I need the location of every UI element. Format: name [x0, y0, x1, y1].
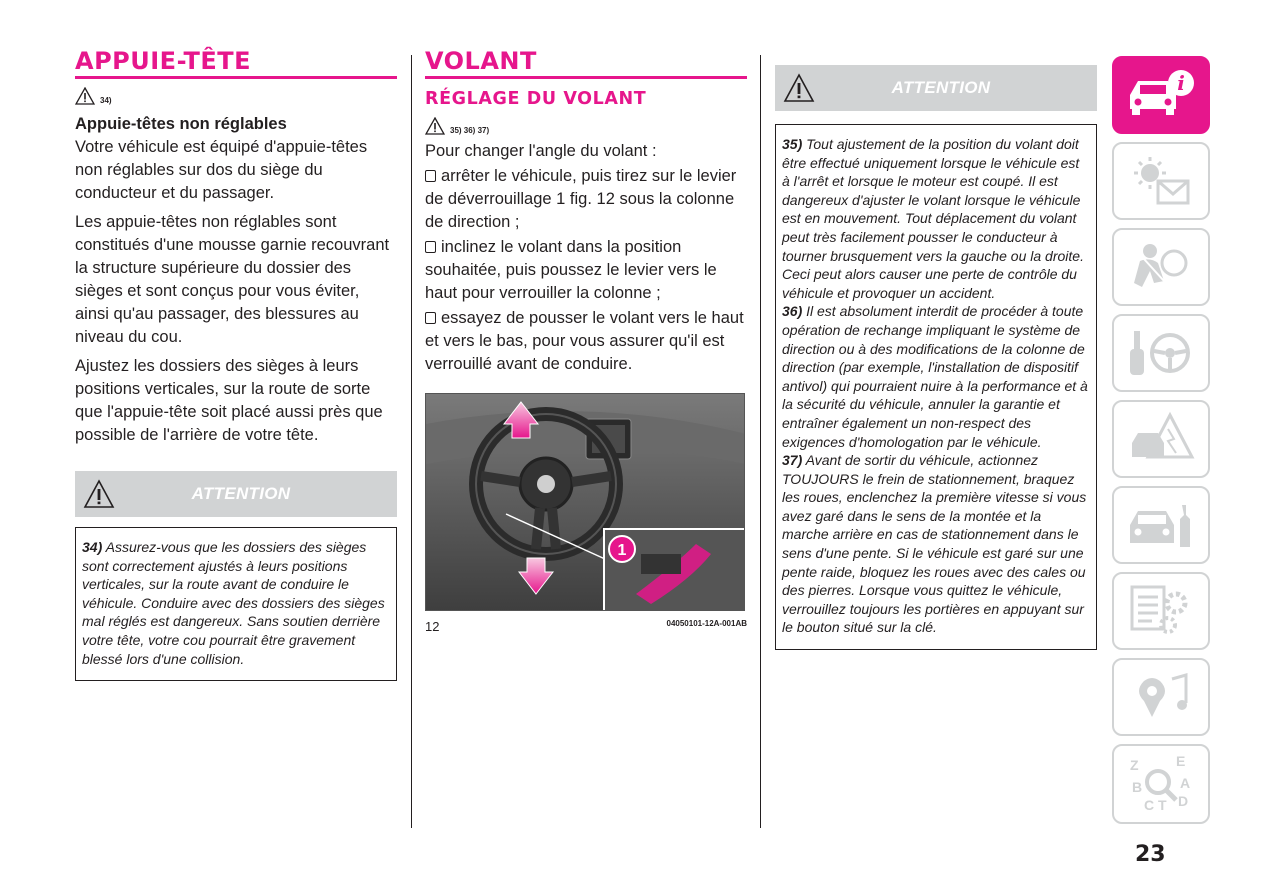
page-number: 23: [1135, 842, 1166, 867]
emergency-icon: [1124, 409, 1198, 469]
tab-index[interactable]: [1112, 744, 1210, 824]
subheading: Appuie-têtes non réglables: [75, 115, 287, 133]
checkbox-bullet-icon: [425, 241, 436, 253]
index-letter: T: [1158, 797, 1167, 813]
index-letter: A: [1180, 775, 1191, 791]
step-item: essayez de pousser le volant vers le haut et vers le bas, pour vous assurer qu'il est verrouillé avant de conduire.: [425, 309, 744, 373]
reference-numbers: 34): [100, 96, 112, 105]
column-steering: [425, 48, 747, 634]
tab-key-steering[interactable]: [1112, 314, 1210, 392]
car-info-icon: [1124, 65, 1198, 125]
tab-technical-data[interactable]: [1112, 572, 1210, 650]
dashboard-lights-icon: [1124, 151, 1198, 211]
maintenance-icon: [1124, 495, 1198, 555]
step-item: arrêter le véhicule, puis tirez sur le levier de déverrouillage 1 fig. 12 sous la colonne de direction ;: [425, 167, 737, 231]
paragraph: Ajustez les dossiers des sièges à leurs positions verticales, sur la route de sorte que l'appuie-tête soit placé aussi près que possible de l'arrière de votre tête.: [75, 357, 383, 444]
warning-label: ATTENTION: [891, 78, 991, 97]
warning-header: [775, 65, 1097, 111]
paragraph: Les appuie-têtes non réglables sont constitués d'une mousse garnie recouvrant la structure supérieure du dossier des sièges et sont conçus pour vous éviter, ainsi qu'au passager, des blessures au niveau du cou.: [75, 213, 390, 346]
section-heading: VOLANT: [425, 48, 747, 79]
warning-body: Assurez-vous que les dossiers des sièges sont correctement ajustés à leurs positions verticales, sur la route avant de conduire le véhicule. Conduire avec des dossiers des sièges mal réglés est dangereux. Sans soutien derrière votre tête, votre cou pourrait être gravement blessé lors d'une collision.: [82, 539, 385, 667]
safety-airbag-icon: [1124, 237, 1198, 297]
tab-multimedia[interactable]: [1112, 658, 1210, 736]
body-text: [425, 140, 747, 376]
warning-header: [75, 471, 397, 517]
column-divider: [411, 55, 412, 828]
column-headrest: [75, 48, 397, 681]
tab-maintenance[interactable]: [1112, 486, 1210, 564]
tab-safety[interactable]: [1112, 228, 1210, 306]
multimedia-icon: [1124, 667, 1198, 727]
warning-reference: [425, 117, 747, 135]
tab-car-info[interactable]: [1112, 56, 1210, 134]
index-letter: E: [1176, 754, 1186, 769]
warning-reference: [75, 87, 397, 105]
intro-text: Pour changer l'angle du volant :: [425, 142, 657, 160]
steering-wheel-illustration: [426, 394, 745, 611]
tab-emergency[interactable]: [1112, 400, 1210, 478]
warning-number: 35): [782, 136, 803, 152]
index-letter: B: [1132, 779, 1143, 795]
tab-dashboard-lights[interactable]: [1112, 142, 1210, 220]
index-letter: C: [1144, 797, 1155, 813]
warning-triangle-icon: [783, 73, 815, 103]
warning-triangle-icon: [83, 479, 115, 509]
warning-item: 35) Tout ajustement de la position du volant doit être effectué uniquement lorsque le véhicule est à l'arrêt et lorsque le moteur est coupé. Il est dangereux d'ajuster le volant lorsque le véhicule est en mouvement. Tout déplacement du volant peut très facilement pousser le conducteur à tourner brusquement vers la gauche ou la droite. Ceci peut alors causer une perte de contrôle du véhicule et provoquer un accident.: [782, 136, 1084, 301]
index-letter: Z: [1130, 757, 1139, 773]
reference-numbers: 35) 36) 37): [450, 126, 490, 135]
steering-figure: [425, 393, 745, 611]
key-steering-icon: [1124, 323, 1198, 383]
figure-caption: [425, 619, 747, 634]
warning-label: ATTENTION: [191, 484, 291, 503]
index-icon: [1124, 754, 1198, 814]
section-heading: APPUIE-TÊTE: [75, 48, 397, 79]
index-letter: D: [1178, 793, 1189, 809]
figure-number: 12: [425, 619, 440, 634]
warning-item: 37) Avant de sortir du véhicule, actionnez TOUJOURS le frein de stationnement, braquez les roues, enclenchez la première vitesse si vous avez garé dans le sens de la montée et la marche arrière en cas de stationnement dans le sens d'une pente. Si le véhicule est garé sur une pente raide, bloquez les roues avec des cales ou des pierres. Lorsque vous quittez le véhicule, verrouillez toujours les portières en appuyant sur le bouton situé sur la clé.: [782, 452, 1087, 636]
warning-text: [775, 124, 1097, 650]
warning-triangle-icon: [75, 87, 95, 105]
warning-number: 34): [82, 539, 103, 555]
subsection-heading: RÉGLAGE DU VOLANT: [425, 89, 647, 109]
warning-item: 36) Il est absolument interdit de procéder à toute opération de rechange impliquant le système de direction ou à des modifications de la colonne de direction (par exemple, l'installation de dispositif antivol) qui pourraient nuire à la performance et à la sécurité du véhicule, annuler la garantie et entraîner également un non-respect des exigences d'homologation par le véhicule.: [782, 303, 1088, 450]
svg-text:i: i: [1177, 71, 1185, 95]
warning-number: 37): [782, 452, 803, 469]
checkbox-bullet-icon: [425, 170, 436, 182]
technical-data-icon: [1124, 581, 1198, 641]
warning-triangle-icon: [425, 117, 445, 135]
figure-code: 04050101-12A-001AB: [666, 619, 747, 628]
body-text: [75, 136, 397, 447]
column-warnings: [775, 65, 1097, 650]
checkbox-bullet-icon: [425, 312, 436, 324]
warning-number: 36): [782, 303, 803, 320]
paragraph: Votre véhicule est équipé d'appuie-têtes non réglables sur dos du siège du conducteur et du passager.: [75, 138, 368, 202]
step-item: inclinez le volant dans la position souhaitée, puis poussez le levier vers le haut pour verrouiller la colonne ;: [425, 238, 717, 302]
warning-text: [75, 527, 397, 681]
figure-block: [425, 393, 747, 634]
warning-block: [75, 471, 397, 681]
column-divider: [760, 55, 761, 828]
figure-callout: 1: [617, 542, 627, 559]
